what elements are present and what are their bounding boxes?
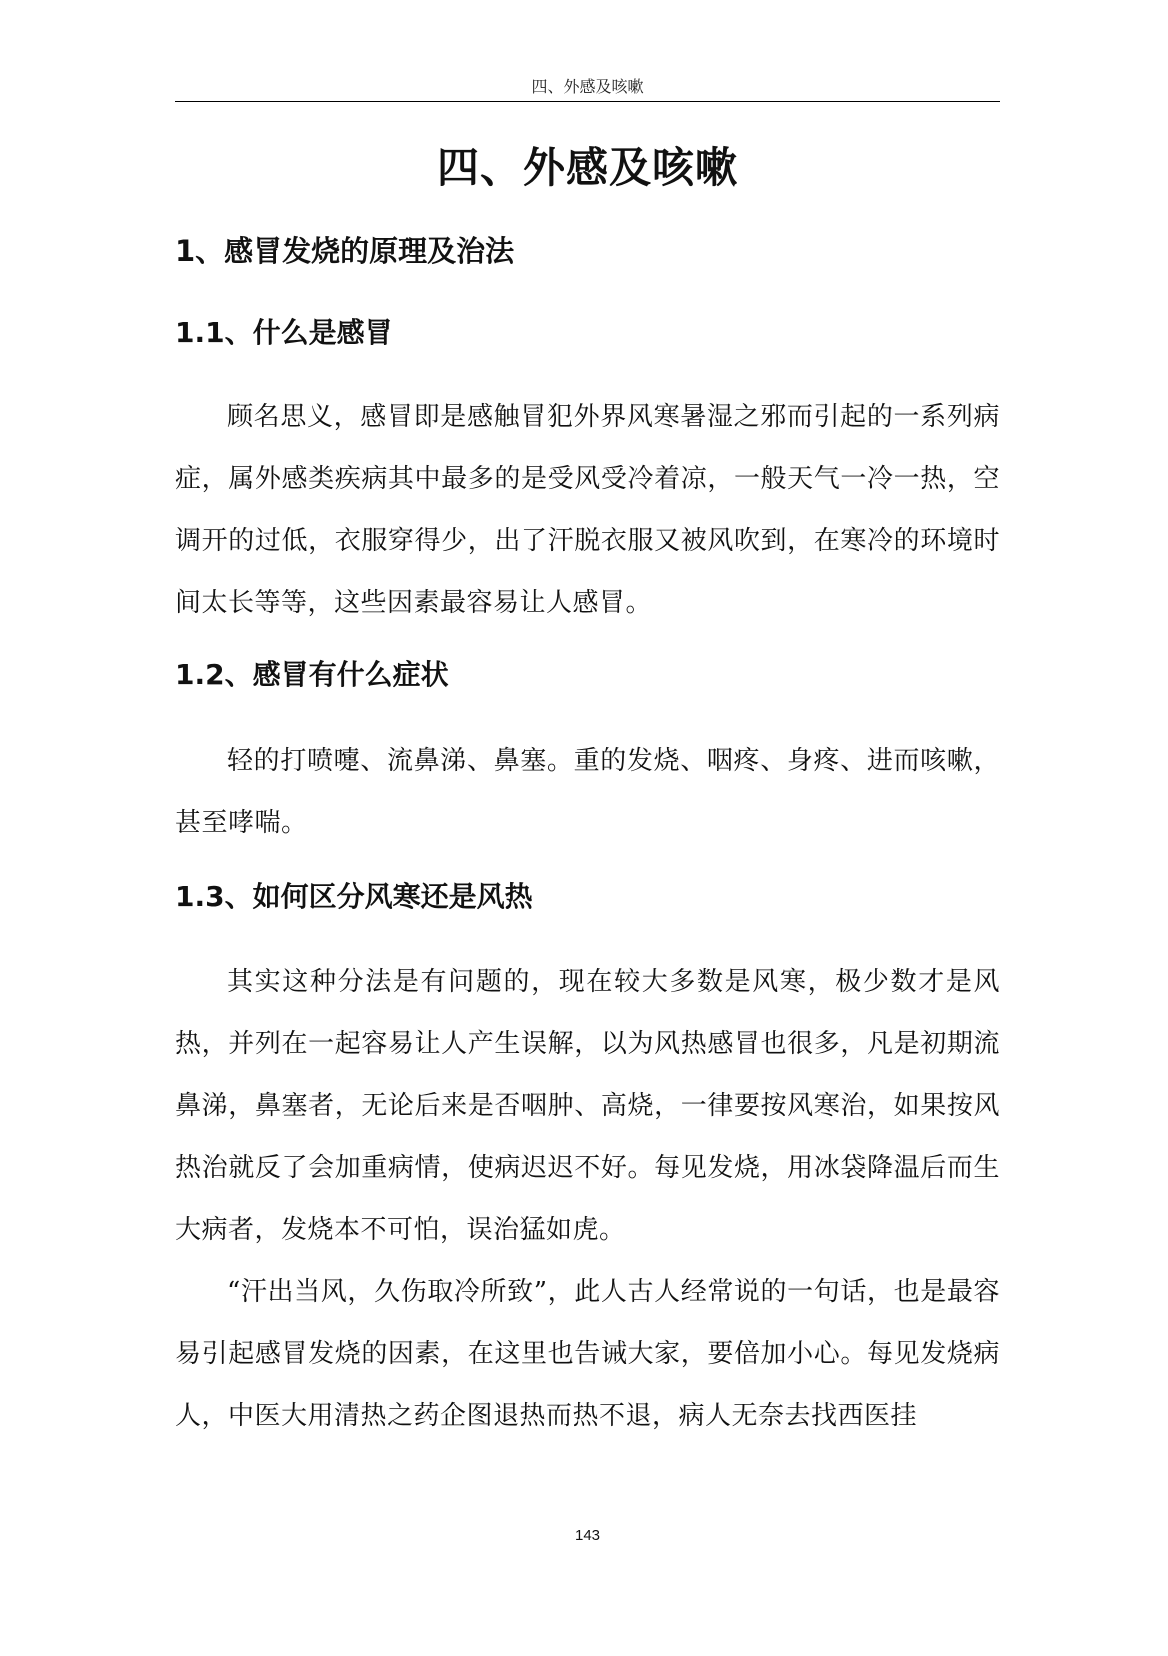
paragraph-1-3-b: “汗出当风，久伤取冷所致”，此人古人经常说的一句话，也是最容易引起感冒发烧的因素，在这里也告诫大家，要倍加小心。每见发烧病人，中医大用清热之药企图退热而热不退，病人无奈去找西医挂 — [175, 1277, 1000, 1431]
header-divider — [175, 101, 1000, 102]
section-heading-1-2: 1.2、感冒有什么症状 — [175, 658, 449, 691]
paragraph-1-1: 顾名思义，感冒即是感触冒犯外界风寒暑湿之邪而引起的一系列病症，属外感类疾病其中最多的是受风受冷着凉，一般天气一冷一热，空调开的过低，衣服穿得少，出了汗脱衣服又被风吹到，在寒冷的环境时间太长等等，这些因素最容易让人感冒。 — [175, 402, 1000, 618]
section-heading-1-3: 1.3、如何区分风寒还是风热 — [175, 880, 533, 913]
page-number: 143 — [574, 1527, 601, 1544]
page-title: 四、外感及咳嗽 — [436, 143, 738, 192]
running-header: 四、外感及咳嗽 — [531, 77, 644, 96]
section-heading-1-1: 1.1、什么是感冒 — [175, 316, 393, 349]
section-heading-1: 1、感冒发烧的原理及治法 — [175, 234, 515, 268]
paragraph-1-3-a: 其实这种分法是有问题的，现在较大多数是风寒，极少数才是风热，并列在一起容易让人产生误解，以为风热感冒也很多，凡是初期流鼻涕，鼻塞者，无论后来是否咽肿、高烧，一律要按风寒治，如果按风热治就反了会加重病情，使病迟迟不好。每见发烧，用冰袋降温后而生大病者，发烧本不可怕，误治猛如虎。 — [175, 967, 1000, 1245]
paragraph-1-2: 轻的打喷嚏、流鼻涕、鼻塞。重的发烧、咽疼、身疼、进而咳嗽，甚至哮喘。 — [175, 746, 1000, 838]
